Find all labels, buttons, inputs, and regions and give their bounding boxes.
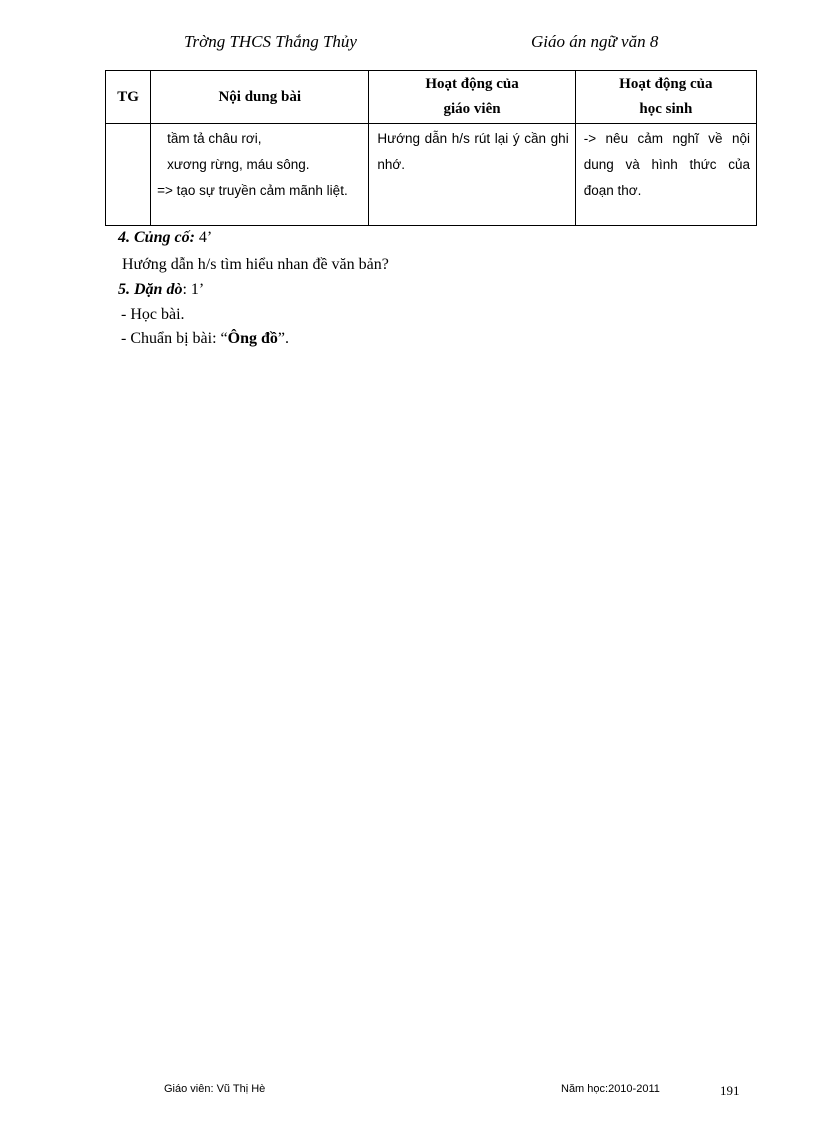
section-5-item-2-suffix: ”. <box>277 330 289 347</box>
content-line-3: => tạo sự truyền cảm mãnh liệt. <box>157 183 348 198</box>
header-student-line2: học sinh <box>639 101 693 117</box>
student-activity: -> nêu cảm nghĩ về nội dung và hình thức của đoạn thơ. <box>583 131 750 198</box>
lesson-table <box>105 70 757 226</box>
cell-content <box>151 124 369 226</box>
content-line-1: tầm tả châu rơi, <box>167 131 262 146</box>
footer-year: Năm học:2010-2011 <box>561 1083 660 1095</box>
header-teacher-line1: Hoạt động của <box>425 76 519 92</box>
content-line-2: xương rừng, máu sông. <box>167 157 310 172</box>
header-student <box>575 71 756 124</box>
cell-teacher <box>369 124 575 226</box>
header-teacher-line2: giáo viên <box>443 101 501 117</box>
section-5-item-2-prefix: - Chuẩn bị bài: “ <box>121 330 228 347</box>
section-5-heading: 5. Dặn dò <box>118 281 183 298</box>
cell-student <box>575 124 756 226</box>
section-4-text: Hướng dẫn h/s tìm hiểu nhan đề văn bản? <box>122 256 389 273</box>
table-header-row <box>106 71 757 124</box>
section-5-item-2-title: Ông đồ <box>227 330 278 347</box>
cell-tg <box>106 124 151 226</box>
header-content: Nội dung bài <box>151 71 369 124</box>
table-row <box>106 124 757 226</box>
section-5-item-2 <box>121 330 289 348</box>
header-teacher <box>369 71 575 124</box>
teacher-activity: Hướng dẫn h/s rút lại ý cần ghi nhớ. <box>377 131 569 172</box>
footer-teacher: Giáo viên: Vũ Thị Hè <box>164 1083 266 1095</box>
section-5-item-1: - Học bài. <box>121 306 185 323</box>
section-5-time: : 1’ <box>182 281 205 298</box>
section-5-heading-line <box>118 281 204 299</box>
header-student-line1: Hoạt động của <box>619 76 713 92</box>
section-4-heading-line <box>118 229 212 247</box>
header-title: Giáo án ngữ văn 8 <box>531 32 659 51</box>
header-tg: TG <box>106 71 151 124</box>
section-4-heading: 4. Củng cố: <box>118 229 195 246</box>
header-school: Trờng THCS Thắng Thủy <box>184 32 357 51</box>
section-4-time: 4’ <box>194 229 213 246</box>
page-number: 191 <box>720 1083 740 1098</box>
